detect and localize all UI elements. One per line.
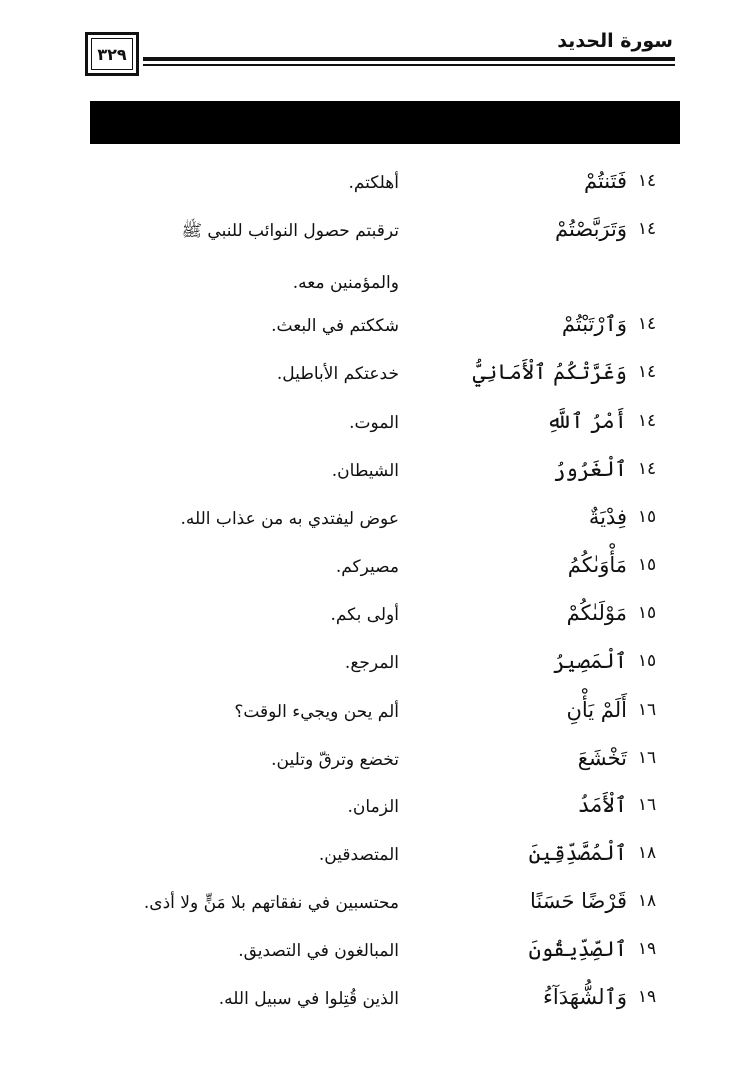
word-meaning: مصيركم. <box>335 557 399 577</box>
ayah-number: ١٦ <box>637 748 657 768</box>
quran-word: وَتَرَبَّصْتُمْ <box>555 217 627 241</box>
quran-word: تَخْشَعَ <box>577 746 627 770</box>
ayah-number: ١٨ <box>637 843 657 863</box>
ayah-number: ١٤ <box>637 171 657 191</box>
word-meaning: أهلكتم. <box>348 173 399 193</box>
quran-word: مَأْوَىٰكُمُ <box>567 553 627 577</box>
ayah-number: ١٥ <box>637 651 657 671</box>
word-meaning: خدعتكم الأباطيل. <box>276 364 399 384</box>
quran-word: وَٱلشُّهَدَآءُ <box>543 985 627 1009</box>
quran-word: ٱلْأَمَدُ <box>577 793 627 817</box>
ayah-number: ١٦ <box>637 700 657 720</box>
header-rule-thin <box>143 64 675 66</box>
ayah-number: ١٩ <box>637 987 657 1007</box>
word-meaning: أولى بكم. <box>330 605 399 625</box>
quran-word: فَتَنتُمْ <box>583 169 627 193</box>
word-meaning: المتصدقين. <box>318 845 399 865</box>
word-meaning: المرجع. <box>344 653 399 673</box>
word-meaning: الشيطان. <box>331 461 399 481</box>
ayah-number: ١٩ <box>637 939 657 959</box>
ayah-number: ١٤ <box>637 362 657 382</box>
ayah-number: ١٤ <box>637 219 657 239</box>
page-number: ٣٢٩ <box>91 38 133 70</box>
word-meaning: ترقبتم حصول النوائب للنبي ﷺ والمؤمنين معه. <box>181 221 399 293</box>
ayah-number: ١٥ <box>637 603 657 623</box>
quran-word: أَمْرُ ٱللَّهِ <box>546 409 627 433</box>
quran-word: مَوْلَىٰكُمْ <box>566 601 627 625</box>
ayah-number: ١٦ <box>637 795 657 815</box>
section-bar <box>90 101 680 144</box>
page-number-box <box>85 32 139 76</box>
word-meaning: عوض ليفتدي به من عذاب الله. <box>180 509 399 529</box>
word-meaning: الذين قُتِلوا في سبيل الله. <box>218 989 399 1009</box>
quran-word: فِدْيَةٌ <box>588 505 627 529</box>
word-meaning: ألم يحن ويجيء الوقت؟ <box>234 702 399 722</box>
header-rule-thick <box>143 57 675 61</box>
quran-word: ٱلْغَرُورُ <box>553 457 627 481</box>
ayah-number: ١٤ <box>637 459 657 479</box>
word-meaning: الموت. <box>349 413 399 433</box>
ayah-number: ١٥ <box>637 507 657 527</box>
word-meaning: تخضع وترقّ وتلين. <box>271 750 399 770</box>
surah-title: سورة الحديد <box>557 30 673 52</box>
ayah-number: ١٨ <box>637 891 657 911</box>
quran-word: ٱلصِّدِّيقُونَ <box>528 937 627 961</box>
quran-word: ٱلْمُصَّدِّقِينَ <box>528 841 627 865</box>
ayah-number: ١٥ <box>637 555 657 575</box>
ayah-number: ١٤ <box>637 411 657 431</box>
quran-word: ٱلْمَصِيرُ <box>553 649 627 673</box>
word-meaning: الزمان. <box>347 797 399 817</box>
quran-word: أَلَمْ يَأْنِ <box>566 698 627 722</box>
word-meaning: شككتم في البعث. <box>271 316 399 336</box>
ayah-number: ١٤ <box>637 314 657 334</box>
word-meaning: محتسبين في نفقاتهم بلا مَنٍّ ولا أذى. <box>143 893 399 913</box>
quran-word: قَرْضًا حَسَنًا <box>530 889 627 913</box>
quran-word: وَٱرْتَبْتُمْ <box>561 312 627 336</box>
quran-word: وَغَرَّتْكُمُ ٱلْأَمَانِيُّ <box>472 360 627 384</box>
word-meaning: المبالغون في التصديق. <box>238 941 399 961</box>
